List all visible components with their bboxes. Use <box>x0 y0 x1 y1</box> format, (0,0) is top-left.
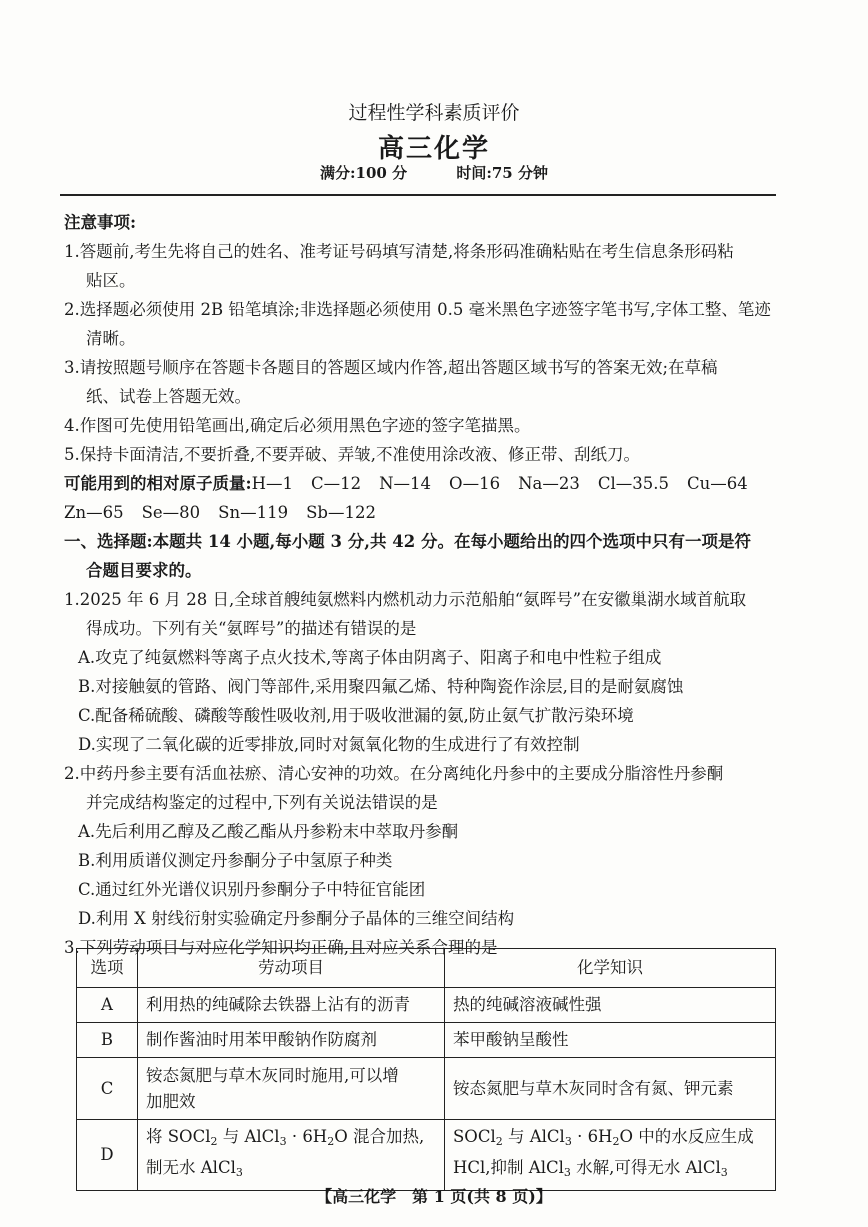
q1-stem: 1.2025 年 6 月 28 日,全球首艘纯氨燃料内燃机动力示范船舶“氨晖号”在安徽巢湖水域首航取 <box>64 590 747 609</box>
table-row <box>77 1120 776 1191</box>
notice-heading: 注意事项: <box>64 213 137 232</box>
q1-option-c: C.配备稀硫酸、磷酸等酸性吸收剂,用于吸收泄漏的氨,防止氨气扩散污染环境 <box>78 706 634 725</box>
col-option: 选项 <box>77 949 138 988</box>
page-footer: 【高三化学 第 1 页(共 8 页)】 <box>316 1187 552 1206</box>
row-b-knowledge: 苯甲酸钠呈酸性 <box>445 1023 776 1058</box>
table-row <box>77 988 776 1023</box>
section-heading: 一、选择题:本题共 14 小题,每小题 3 分,共 42 分。在每小题给出的四个选项中只有一项是符 <box>64 532 751 551</box>
t: 将 SOCl <box>146 1127 211 1146</box>
table-row <box>77 1058 776 1120</box>
row-a-labor: 利用热的纯碱除去铁器上沾有的沥青 <box>138 988 445 1023</box>
exam-meta <box>0 162 868 183</box>
q3-table <box>76 948 776 1191</box>
q2-stem-cont: 并完成结构鉴定的过程中,下列有关说法错误的是 <box>86 793 438 812</box>
table-row <box>77 1023 776 1058</box>
row-d-option: D <box>77 1120 138 1191</box>
row-c-labor <box>138 1058 445 1120</box>
q1-option-d: D.实现了二氧化碳的近零排放,同时对氮氧化物的生成进行了有效控制 <box>78 735 580 754</box>
q3-stem: 3.下列劳动项目与对应化学知识均正确,且对应关系合理的是 <box>64 938 498 957</box>
row-d-labor <box>138 1120 445 1191</box>
notice-item-3: 3.请按照题号顺序在答题卡各题目的答题区域内作答,超出答题区域书写的答案无效;在草稿 <box>64 358 718 377</box>
q1-option-a: A.攻克了纯氨燃料等离子点火技术,等离子体由阴离子、阳离子和电中性粒子组成 <box>78 648 662 667</box>
atomic-mass-label: 可能用到的相对原子质量: <box>64 474 252 493</box>
exam-time: 时间:75 分钟 <box>456 164 548 182</box>
atomic-mass-row-1 <box>64 469 784 498</box>
section-heading-cont: 合题目要求的。 <box>86 561 202 580</box>
t: 水解,可得无水 AlCl <box>570 1158 721 1177</box>
exam-body <box>64 208 784 962</box>
t: 与 AlCl <box>217 1127 280 1146</box>
row-d-knowledge <box>445 1120 776 1191</box>
row-d-labor-l2 <box>146 1155 436 1186</box>
row-c-labor-l1: 铵态氮肥与草木灰同时施用,可以增 <box>146 1065 399 1085</box>
col-labor: 劳动项目 <box>138 949 445 988</box>
q2-option-c: C.通过红外光谱仪识别丹参酮分子中特征官能团 <box>78 880 426 899</box>
exam-subtitle: 过程性学科素质评价 <box>348 102 520 124</box>
q2-stem: 2.中药丹参主要有活血祛瘀、清心安神的功效。在分离纯化丹参中的主要成分脂溶性丹参酮 <box>64 764 724 783</box>
sub: 3 <box>564 1135 572 1148</box>
q2-option-a: A.先后利用乙醇及乙酸乙酯从丹参粉末中萃取丹参酮 <box>78 822 459 841</box>
t: O 中的水反应生成 <box>619 1127 754 1146</box>
row-b-option: B <box>77 1023 138 1058</box>
notice-item-5: 5.保持卡面清洁,不要折叠,不要弄破、弄皱,不准使用涂改液、修正带、刮纸刀。 <box>64 445 640 464</box>
mass-cl: Cl—35.5 <box>597 474 669 493</box>
sub: 3 <box>235 1166 243 1179</box>
col-knowledge: 化学知识 <box>445 949 776 988</box>
notice-item-1-cont: 贴区。 <box>86 271 136 290</box>
sub: 3 <box>279 1135 287 1148</box>
full-marks: 满分:100 分 <box>320 164 408 182</box>
row-c-knowledge: 铵态氮肥与草木灰同时含有氮、钾元素 <box>445 1058 776 1120</box>
q1-stem-cont: 得成功。下列有关“氨晖号”的描述有错误的是 <box>86 619 417 638</box>
notice-item-3-cont: 纸、试卷上答题无效。 <box>86 387 251 406</box>
t: HCl,抑制 AlCl <box>453 1158 564 1177</box>
q1-option-b: B.对接触氨的管路、阀门等部件,采用聚四氟乙烯、特种陶瓷作涂层,目的是耐氨腐蚀 <box>78 677 684 696</box>
notice-item-4: 4.作图可先使用铅笔画出,确定后必须用黑色字迹的签字笔描黑。 <box>64 416 531 435</box>
row-d-knowledge-l2 <box>453 1155 767 1186</box>
sub: 3 <box>563 1166 571 1179</box>
t: 与 AlCl <box>502 1127 565 1146</box>
table-header-row <box>77 949 776 988</box>
mass-na: Na—23 <box>518 474 580 493</box>
mass-sb: Sb—122 <box>306 503 376 522</box>
row-d-knowledge-l1 <box>453 1124 767 1155</box>
t: 制无水 AlCl <box>146 1158 236 1177</box>
mass-cu: Cu—64 <box>687 474 748 493</box>
row-a-knowledge: 热的纯碱溶液碱性强 <box>445 988 776 1023</box>
exam-title: 高三化学 <box>377 134 490 164</box>
row-d-labor-l1 <box>146 1124 436 1155</box>
header-divider <box>60 194 776 196</box>
t: O 混合加热, <box>334 1127 425 1146</box>
sub: 2 <box>495 1135 503 1148</box>
mass-n: N—14 <box>379 474 432 493</box>
sub: 2 <box>612 1135 620 1148</box>
mass-h: H—1 <box>251 474 293 493</box>
notice-item-2: 2.选择题必须使用 2B 铅笔填涂;非选择题必须使用 0.5 毫米黑色字迹签字笔书写,字体工整、笔迹 <box>64 300 771 319</box>
row-c-labor-l2: 加肥效 <box>146 1091 196 1111</box>
mass-sn: Sn—119 <box>218 503 289 522</box>
notice-item-2-cont: 清晰。 <box>86 329 136 348</box>
row-b-labor: 制作酱油时用苯甲酸钠作防腐剂 <box>138 1023 445 1058</box>
notice-item-1: 1.答题前,考生先将自己的姓名、准考证号码填写清楚,将条形码准确粘贴在考生信息条形码粘 <box>64 242 734 261</box>
t: · 6H <box>286 1127 328 1146</box>
mass-se: Se—80 <box>141 503 201 522</box>
row-c-option: C <box>77 1058 138 1120</box>
q2-option-b: B.利用质谱仪测定丹参酮分子中氢原子种类 <box>78 851 393 870</box>
t: · 6H <box>571 1127 613 1146</box>
mass-c: C—12 <box>310 474 362 493</box>
mass-zn: Zn—65 <box>64 503 124 522</box>
sub: 2 <box>210 1135 218 1148</box>
atomic-mass-row-2 <box>64 498 784 527</box>
t: SOCl <box>453 1127 496 1146</box>
row-a-option: A <box>77 988 138 1023</box>
mass-o: O—16 <box>449 474 501 493</box>
sub: 3 <box>720 1166 728 1179</box>
q2-option-d: D.利用 X 射线衍射实验确定丹参酮分子晶体的三维空间结构 <box>78 909 515 928</box>
sub: 2 <box>327 1135 335 1148</box>
